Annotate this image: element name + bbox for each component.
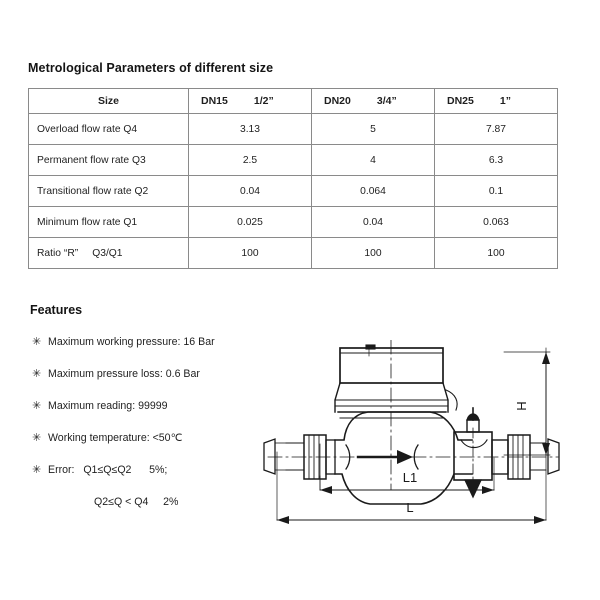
column-header-dn15 <box>189 89 312 114</box>
column-header-dn25 <box>435 89 558 114</box>
column-header-dn15-inch: 1/2” <box>253 95 274 107</box>
dimension-label-h: H <box>514 401 529 411</box>
dimension-label-l1: L1 <box>402 470 418 485</box>
column-header-size: Size <box>29 89 189 114</box>
cell-q4-dn25: 7.87 <box>435 114 558 145</box>
asterisk-bullet-icon: ✳ <box>32 400 42 412</box>
cell-q2-dn20: 0.064 <box>312 176 435 207</box>
column-header-dn25-inch: 1” <box>499 95 511 107</box>
column-header-dn15-code: DN15 <box>201 95 228 107</box>
column-header-dn25-code: DN25 <box>447 95 474 107</box>
metrological-parameters-table <box>28 88 558 269</box>
cell-ratio-dn20: 100 <box>312 238 435 269</box>
cell-q4-dn15: 3.13 <box>189 114 312 145</box>
cell-q3-dn15: 2.5 <box>189 145 312 176</box>
table-row <box>29 114 558 145</box>
cell-q1-dn25: 0.063 <box>435 207 558 238</box>
cell-q4-dn20: 5 <box>312 114 435 145</box>
feature-max-working-pressure: Maximum working pressure: 16 Bar <box>48 336 215 348</box>
cell-ratio-dn15: 100 <box>189 238 312 269</box>
features-title: Features <box>30 303 83 317</box>
feature-max-reading: Maximum reading: 99999 <box>48 400 168 412</box>
list-item <box>32 464 272 496</box>
row-label-q3: Permanent flow rate Q3 <box>29 145 189 176</box>
column-header-dn20 <box>312 89 435 114</box>
table-header-row <box>29 89 558 114</box>
row-label-ratio-formula: Q3/Q1 <box>92 247 123 259</box>
row-label-ratio <box>29 238 189 269</box>
column-header-dn20-inch: 3/4” <box>376 95 397 107</box>
asterisk-bullet-icon: ✳ <box>32 368 42 380</box>
water-meter-technical-drawing <box>258 340 588 540</box>
cell-q1-dn20: 0.04 <box>312 207 435 238</box>
row-label-q4: Overload flow rate Q4 <box>29 114 189 145</box>
table-row <box>29 207 558 238</box>
cell-q3-dn20: 4 <box>312 145 435 176</box>
list-item <box>32 400 272 432</box>
column-header-dn20-code: DN20 <box>324 95 351 107</box>
feature-error-range-1: Error: Q1≤Q≤Q2 5%; <box>48 464 168 476</box>
row-label-q1: Minimum flow rate Q1 <box>29 207 189 238</box>
list-item <box>32 432 272 464</box>
cell-q3-dn25: 6.3 <box>435 145 558 176</box>
list-item <box>32 368 272 400</box>
feature-error-range-2: Q2≤Q < Q4 2% <box>94 496 179 508</box>
asterisk-bullet-icon: ✳ <box>32 336 42 348</box>
asterisk-bullet-icon: ✳ <box>32 432 42 444</box>
cell-q2-dn25: 0.1 <box>435 176 558 207</box>
feature-working-temperature: Working temperature: <50℃ <box>48 432 183 444</box>
table-row <box>29 176 558 207</box>
table-title: Metrological Parameters of different size <box>28 61 274 75</box>
list-item <box>32 336 272 368</box>
cell-ratio-dn25: 100 <box>435 238 558 269</box>
table-row <box>29 145 558 176</box>
feature-max-pressure-loss: Maximum pressure loss: 0.6 Bar <box>48 368 200 380</box>
features-list <box>32 336 272 526</box>
cell-q1-dn15: 0.025 <box>189 207 312 238</box>
dimension-label-l: L <box>406 500 414 515</box>
row-label-ratio-main: Ratio “R” <box>37 247 79 259</box>
table-row <box>29 238 558 269</box>
cell-q2-dn15: 0.04 <box>189 176 312 207</box>
row-label-q2: Transitional flow rate Q2 <box>29 176 189 207</box>
asterisk-bullet-icon: ✳ <box>32 464 42 476</box>
